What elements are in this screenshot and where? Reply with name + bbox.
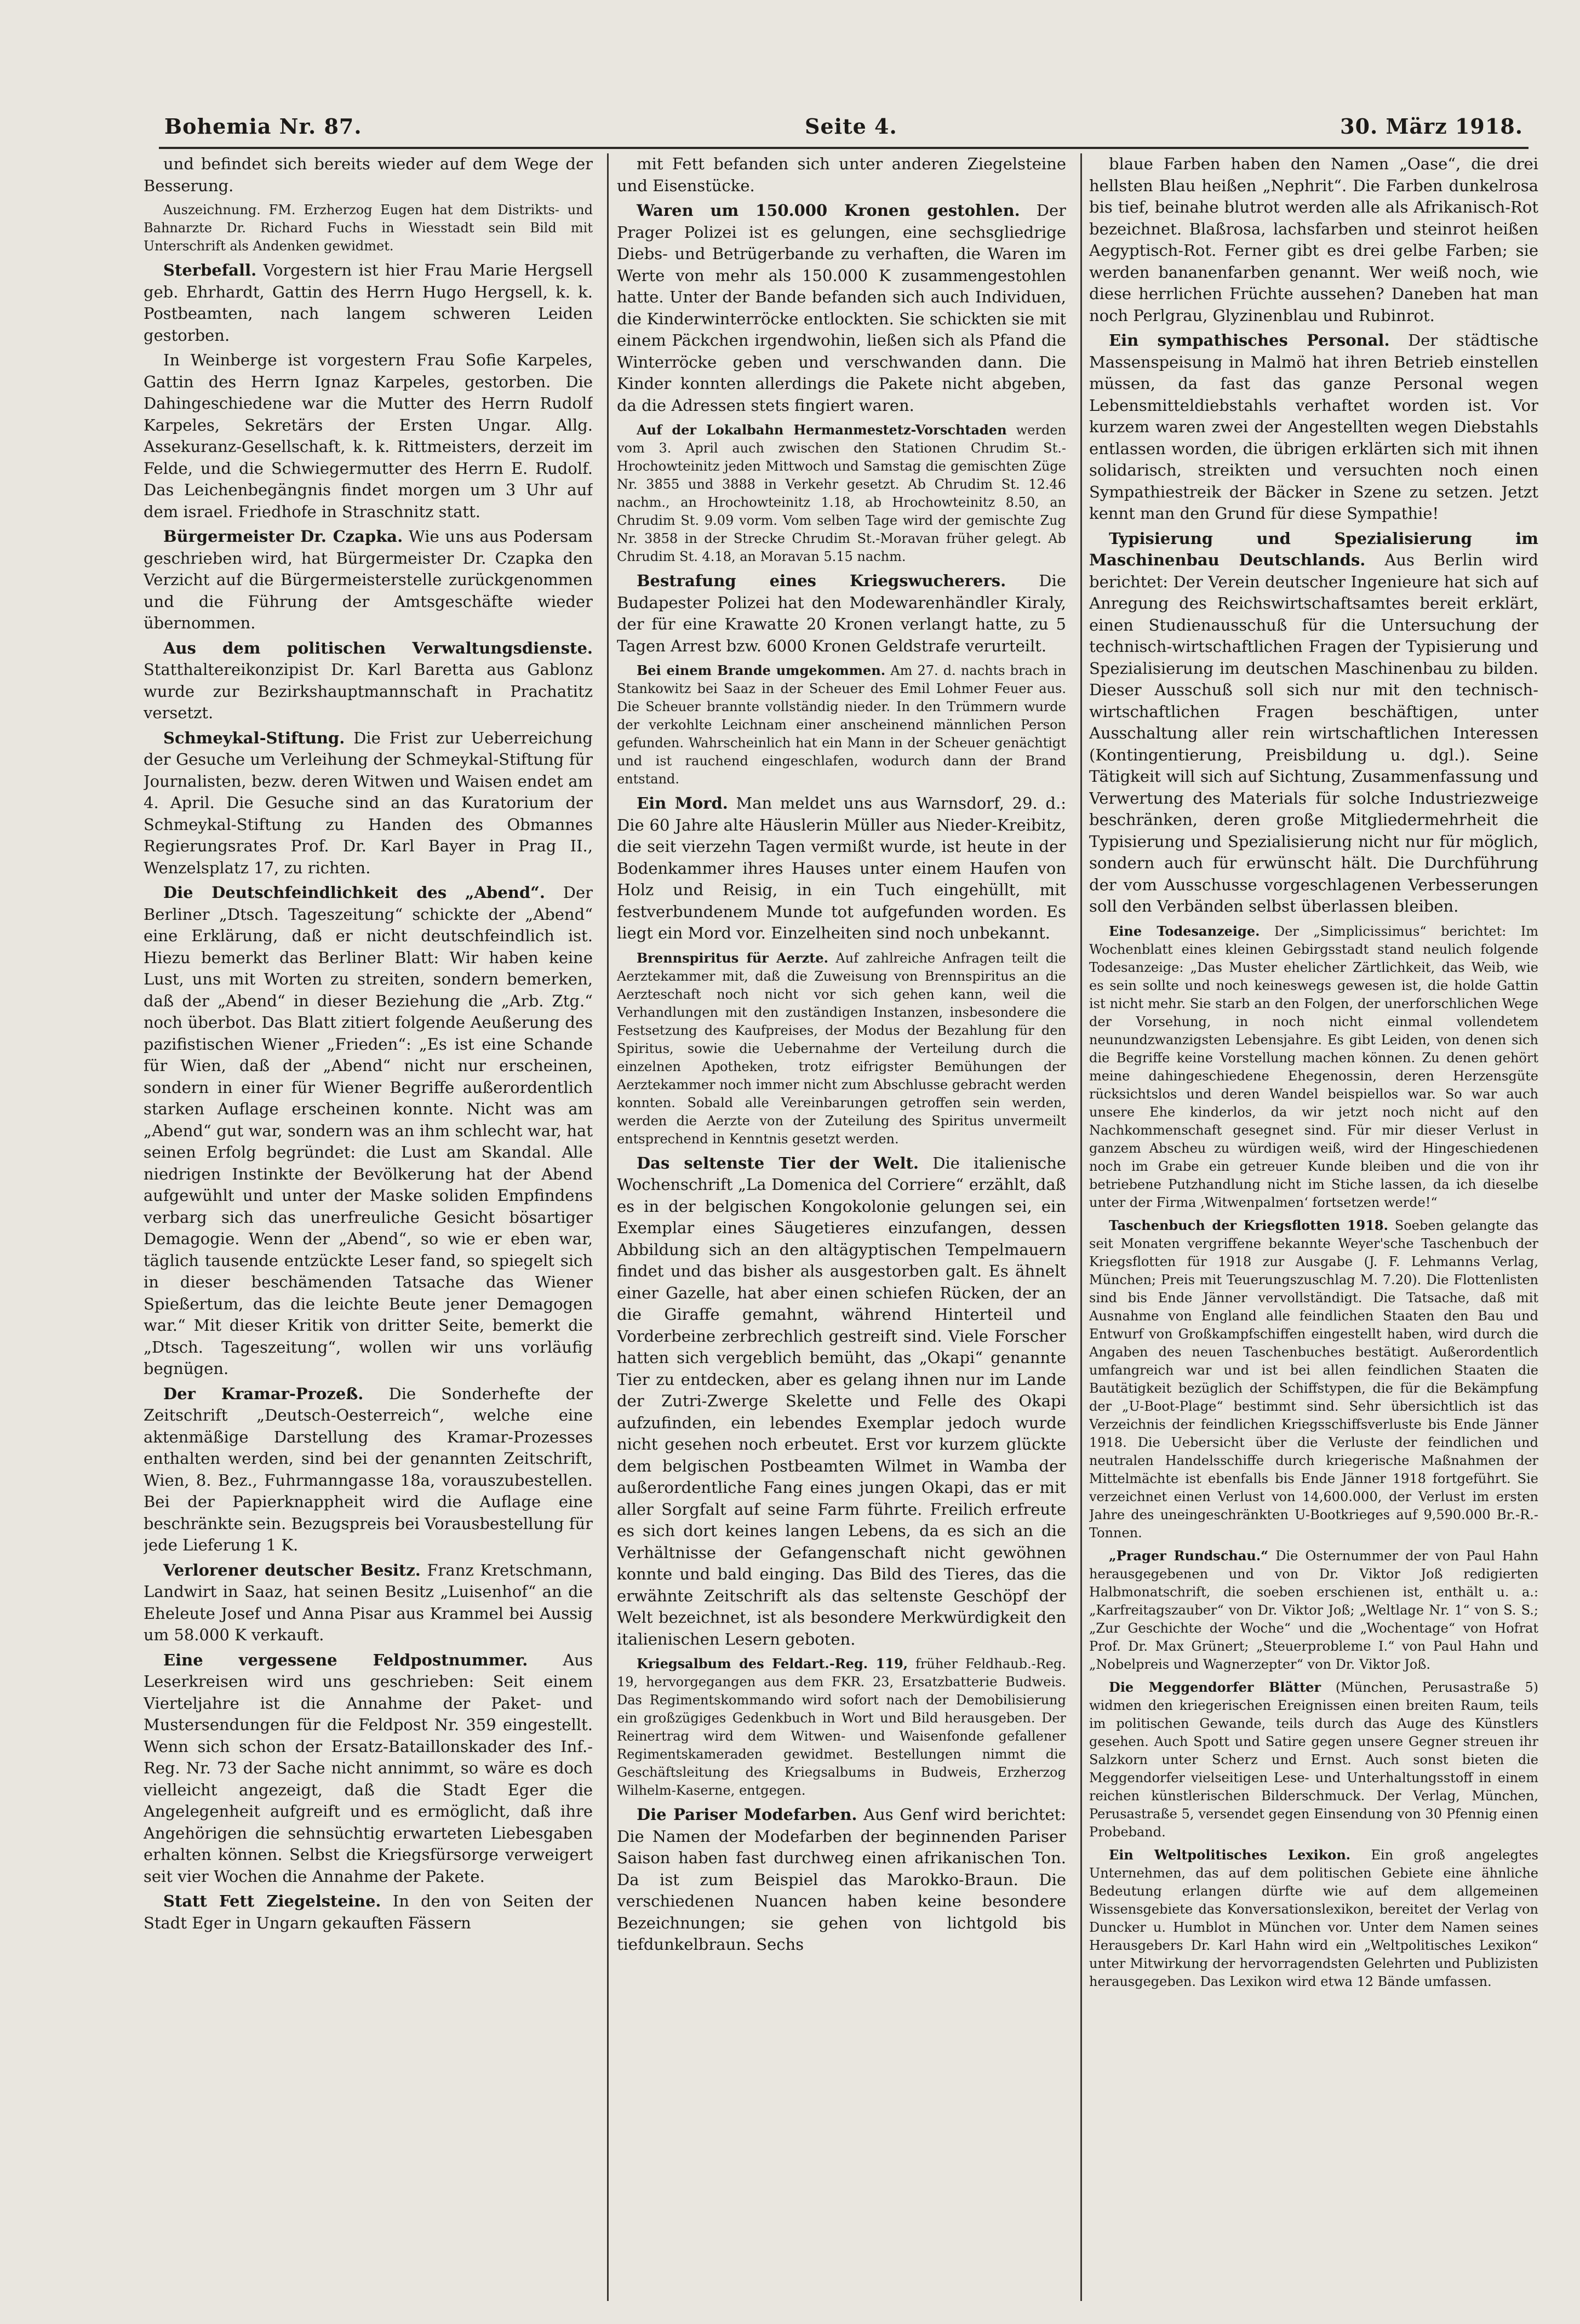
article-text: Franz Kretschmann, Landwirt in Saaz, hat seinen Besitz „Luisenhof“ an die Eheleute Josef und Anna Pisar aus Krammel bei Aussig um 58.000 K verkauft. [144,1560,593,1644]
article-text: blaue Farben haben den Namen „Oase“, die drei hellsten Blau heißen „Nephrit“. Die Farben dunkelrosa bis tief, beinahe blutrot werden alle als Afrikanisch-Rot bezeichnet. Blaßrosa, lachsfarben und steinrot heißen Aegyptisch-Rot. Ferner gibt es drei gelbe Farben; sie werden bananenfarben genannt. Wer weiß noch, wie diese herrlichen Früchte aussehen? Daneben hat man noch Perlgrau, Glyzinenblau und Rubinrot. [1089,154,1538,325]
article-text: Aus Genf wird berichtet: Die Namen der Modefarben der beginnenden Pariser Saison haben fast durchweg einen afrikanischen Ton. Da ist zum Beispiel das Marokko-Braun. Die verschiedenen Nuancen haben keine besondere Bezeichnungen; sie gehen von lichtgold bis tiefdunkelbraun. Sechs [617,1805,1066,1954]
article-text: Auf zahlreiche Anfragen teilt die Aerztekammer mit, daß die Zuweisung von Brennspiritus an die Aerzteschaft noch nicht vor sich gehen kann, weil die Verhandlungen mit den zuständigen Instanzen, insbesondere die Festsetzung des Kaufpreises, der Modus der Bezahlung für den Spiritus, sowie die Uebernahme der Verteilung durch die einzelnen Apotheken, trotz eifrigster Bemühungen der Aerztekammer noch immer nicht zum Abschlusse gebracht werden konnten. Sobald alle Vereinbarungen getroffen sein werden, werden die Aerzte von der Zuteilung des Spiritus unvermeilt entsprechend in Kenntnis gesetzt werden. [617,950,1066,1147]
article-paragraph [144,882,593,1380]
article-paragraph [617,570,1066,657]
article-paragraph [144,526,593,634]
article-paragraph [1089,1547,1538,1674]
article-paragraph [144,153,593,197]
article-text: Vorgestern ist hier Frau Marie Hergsell geb. Ehrhardt, Gattin des Herrn Hugo Hergsell, k. k. Postbeamten, nach langem schweren Leiden gestorben. [144,261,593,345]
article-heading: Ein Weltpolitisches Lexikon. [1109,1846,1351,1863]
article-paragraph [144,201,593,255]
article-text: Ein groß angelegtes Unternehmen, das auf dem politischen Gebiete eine ähnliche Bedeutung erlangen dürfte wie auf dem allgemeinen Wissensgebiete das Konversationslexikon, bereitet der Verlag von Duncker u. Humblot in München vor. Unter dem Namen seines Herausgebers Dr. Karl Hahn wird ein „Weltpolitisches Lexikon“ unter Mitwirkung der hervorragendsten Gelehrten und Publizisten herausgegeben. Das Lexikon wird etwa 12 Bände umfassen. [1089,1847,1538,1989]
article-text: Man meldet uns aus Warnsdorf, 29. d.: Die 60 Jahre alte Häuslerin Müller aus Nieder-Kreibitz, die seit vierzehn Tagen vermißt wurde, ist heute in der Bodenkammer ihres Hauses unter einem Haufen von Holz und Reisig, in ein Tuch eingehüllt, mit festverbundenem Munde tot aufgefunden worden. Es liegt ein Mord vor. Einzelheiten sind noch unbekannt. [617,794,1066,942]
article-heading: Ein Mord. [637,794,728,812]
article-text: In den von Seiten der Stadt Eger in Ungarn gekauften Fässern [144,1892,593,1932]
article-heading: Bestrafung eines Kriegswucherers. [637,571,1006,590]
article-heading: Die Pariser Modefarben. [637,1805,857,1824]
article-paragraph [144,1650,593,1888]
article-paragraph [1089,1846,1538,1991]
article-paragraph [617,1655,1066,1800]
article-paragraph [1089,922,1538,1212]
article-text: und befindet sich bereits wieder auf dem Wege der Besserung. [144,154,593,195]
article-text: Die italienische Wochenschrift „La Domenica del Corriere“ erzählt, daß es in der belgischen Kongokolonie gelungen sei, ein Exemplar eines Säugetieres einzufangen, dessen Abbildung sich an den altägyptischen Tempelmauern findet und das bisher als ausgestorben galt. Es ähnelt einer Gazelle, hat aber einen schiefen Rücken, der an die Giraffe gemahnt, während Hinterteil und Vorderbeine zerbrechlich gestreift sind. Viele Forscher hatten sich vergeblich bemüht, das „Okapi“ genannte Tier zu entdecken, aber es gelang ihnen nur im Lande der Zutri-Zwerge Skelette und Felle des Okapi aufzufinden, ein lebendes Exemplar jedoch wurde nicht gesehen noch erbeutet. Erst vor kurzem glückte dem belgischen Postbeamten Wilmet in Wamba der außerordentliche Fang eines jungen Okapi, das er mit aller Sorgfalt auf seine Farm führte. Freilich erfreute es sich dort keines langen Lebens, da es sich an die Verhältnisse der Gefangenschaft nicht gewöhnen konnte und bald einging. Das Bild des Tieres, das die erwähnte Zeitschrift als das seltenste Geschöpf der Welt bezeichnet, ist als besondere Merkwürdigkeit den italienischen Lesern geboten. [617,1153,1066,1648]
article-heading: Auf der Lokalbahn Hermanmestetz-Vorschtaden [637,422,1007,438]
article-paragraph [1089,153,1538,327]
article-paragraph [617,153,1066,197]
article-paragraph [617,421,1066,566]
article-text: In Weinberge ist vorgestern Frau Sofie Karpeles, Gattin des Herrn Ignaz Karpeles, gestorben. Die Dahingeschiedene war die Mutter des Herrn Rudolf Karpeles, Sekretärs der Ersten Ungar. Allg. Assekuranz-Gesellschaft, k. k. Rittmeisters, derzeit im Felde, und die Schwiegermutter des Herrn E. Rudolf. Das Leichenbegängnis findet morgen um 3 Uhr auf dem israel. Friedhofe in Straschnitz statt. [144,351,593,521]
column-1 [144,153,593,2306]
column-divider-2 [1080,153,1082,2301]
article-paragraph [617,949,1066,1148]
article-paragraph [144,728,593,879]
column-3 [1089,153,1538,2306]
article-text: Wie uns aus Podersam geschrieben wird, hat Bürgermeister Dr. Czapka den Verzicht auf die Bürgermeisterstelle zurückgenommen und die Führung der Amtsgeschäfte wieder übernommen. [144,527,593,632]
article-heading: Eine Todesanzeige. [1109,923,1260,939]
article-text: mit Fett befanden sich unter anderen Ziegelsteine und Eisenstücke. [617,154,1066,195]
article-heading: Waren um 150.000 Kronen gestohlen. [637,201,1020,220]
article-text: Aus Leserkreisen wird uns geschrieben: Seit einem Vierteljahre ist die Annahme der Paket- und Mustersendungen für die Feldpost Nr. 359 eingestellt. Wenn sich schon der Ersatz-Bataillonskader des Inf.-Reg. Nr. 73 der Sache nicht annimmt, so wäre es doch vielleicht angezeigt, daß die Stadt Eger die Angelegenheit aufgreift und es ermöglicht, daß ihre Angehörigen die sehnsüchtig erwarteten Liebesgaben erhalten können. Selbst die Kriegsfürsorge verweigert seit vier Wochen die Annahme der Pakete. [144,1650,593,1886]
header-date: 30. März 1918. [1340,113,1523,139]
article-paragraph [144,1891,593,1934]
article-heading: Die Meggendorfer Blätter [1109,1679,1321,1695]
article-paragraph [617,1153,1066,1651]
article-paragraph [144,638,593,724]
article-text: Der „Simplicissimus“ berichtet: Im Wochenblatt eines kleinen Gebirgsstadt stand neulich folgende Todesanzeige: „Das Muster ehelicher Zärtlichkeit, das Weib, wie es sein sollte und noch keineswegs gewesen ist, die holde Gattin ist nicht mehr. Sie starb an den Folgen, der unerforschlichen Wege der Vorsehung, in noch nicht einmal vollendetem neunundzwanzigsten Lebensjahre. Es gibt Leiden, von denen sich die Begriffe keine Vorstellung machen können. Zu denen gehört meine dahingeschiedene Ehegenossin, deren Herzensgüte rücksichtslos und deren Wandel beispiellos war. So war auch unsere Ehe kinderlos, da wir jetzt noch nicht auf den Nachkommenschaft gesegnet sind. Für mir dieser Verlust in ganzem Abscheu zu würdigen weiß, wird der Hingeschiedenen noch im Grabe ein getreuer Kunde bleiben und die von ihr betriebene Putzhandlung nicht im Stiche lassen, da ich dieselbe unter der Firma ‚Witwenpalmen‘ fortsetzen werde!“ [1089,923,1538,1210]
article-text: Der Prager Polizei ist es gelungen, eine sechsgliedrige Diebs- und Betrügerbande zu verhaften, die Waren im Werte von mehr als 150.000 K zusammengestohlen hatte. Unter der Bande befanden sich auch Individuen, die Kinderwinterröcke entlockten. Sie schickten sie mit einem Päckchen irgendwohin, ließen sich als Pfand die Winterröcke geben und verschwanden dann. Die Kinder konnten allerdings die Pakete nicht abgeben, da die Adressen stets fingiert waren. [617,201,1066,415]
article-paragraph [144,1560,593,1646]
article-text: Auszeichnung. FM. Erzherzog Eugen hat dem Distrikts- und Bahnarzte Dr. Richard Fuchs in Wiesstadt sein Bild mit Unterschrift als Andenken gewidmet. [144,202,593,254]
article-heading: Bei einem Brande umgekommen. [637,662,886,678]
article-heading: Eine vergessene Feldpostnummer. [163,1650,528,1669]
article-heading: Schmeykal-Stiftung. [163,728,345,747]
article-text: (München, Perusastraße 5) widmen den kriegerischen Ereignissen einen breiten Raum, teils im politischen Gewande, teils durch das Auge des Künstlers gesehen. Auch Spott und Satire gegen unsere Gegner streuen ihr Salzkorn unter Scherz und Ernst. Auch sonst bieten die Meggendorfer vielseitigen Lese- und Unterhaltungsstoff in einem reichen künstlerischen Bilderschmuck. Der Verlag, München, Perusastraße 5, versendet gegen Einsendung von 30 Pfennig einen Probeband. [1089,1679,1538,1840]
article-text: Der städtische Massenspeisung in Malmö hat ihren Betrieb einstellen müssen, da fast das ganze Personal wegen Lebensmitteldiebstahls verhaftet worden ist. Vor kurzem waren zwei der Angestellten wegen Diebstahls entlassen worden, die übrigen erklärten sich mit ihnen solidarisch, streikten und versuchten noch einen Sympathiestreik der Bäcker in Szene zu setzen. Jetzt kennt man den Grund für diese Sympathie! [1089,331,1538,523]
article-text: Statthaltereikonzipist Dr. Karl Baretta aus Gablonz wurde zur Bezirkshauptmannschaft in Prachatitz versetzt. [144,660,593,722]
article-paragraph [1089,528,1538,918]
article-heading: Kriegsalbum des Feldart.-Reg. 119, [637,1656,908,1672]
article-text: früher Feldhaub.-Reg. 19, hervorgegangen aus dem FKR. 23, Ersatzbatterie Budweis. Das Regimentskommando wird sofort nach der Demobilisierung ein großzügiges Gedenkbuch in Wort und Bild herausgeben. Der Reinertrag wird dem Witwen- und Waisenfonde gefallener Regimentskameraden gewidmet. Bestellungen nimmt die Geschäftsleitung des Kriegsalbums in Budweis, Erzherzog Wilhelm-Kaserne, entgegen. [617,1656,1066,1798]
article-paragraph [617,200,1066,416]
article-text: Soeben gelangte das seit Monaten vergriffene bekannte Weyer'sche Taschenbuch der Kriegsflotten für 1918 zur Ausgabe (J. F. Lehmanns Verlag, München; Preis mit Teuerungszuschlag M. 7.20). Die Flottenlisten sind bis Ende Jänner vervollständigt. Die Tatsache, daß mit Ausnahme von England alle feindlichen Staaten den Bau und Entwurf von Großkampfschiffen eingestellt haben, wird durch die Angaben des neuen Taschenbuches bestätigt. Außerordentlich umfangreich war und ist bei allen feindlichen Staaten die Bautätigkeit bezüglich der Schiffstypen, die für die Bekämpfung der „U-Boot-Plage“ bestimmt sind. Sehr übersichtlich ist das Verzeichnis der feindlichen Kriegsschiffsverluste bis Ende Jänner 1918. Die Uebersicht über die Verluste der feindlichen und neutralen Handelsschiffe durch kriegerische Maßnahmen der Mittelmächte ist ebenfalls bis Ende Jänner 1918 fortgeführt. Sie verzeichnet einen Verlust von 14,600.000, der Verlust im ersten Jahre des uneingeschränkten U-Bootkrieges auf 9,590.000 Br.-R.-Tonnen. [1089,1217,1538,1541]
article-heading: Bürgermeister Dr. Czapka. [163,527,403,546]
article-heading: Die Deutschfeindlichkeit des „Abend“. [163,883,545,902]
article-text: werden vom 3. April auch zwischen den Stationen Chrudim St.-Hrochowteinitz jeden Mittwoch und Samstag die gemischten Züge Nr. 3855 und 3888 in Verkehr gesetzt. Ab Chrudim St. 12.46 nachm., an Hrochowteinitz 1.18, ab Hrochowteinitz 8.50, an Chrudim St. 9.09 vorm. Vom selben Tage wird der gemischte Zug Nr. 3858 in der Strecke Chrudim St.-Moravan früher gelegt. Ab Chrudim St. 4.18, an Moravan 5.15 nachm. [617,422,1066,564]
article-heading: Verlorener deutscher Besitz. [163,1560,421,1579]
article-heading: Brennspiritus für Aerzte. [637,949,828,966]
article-heading: Ein sympathisches Personal. [1109,331,1390,350]
article-heading: Sterbefall. [163,261,257,279]
article-text: Aus Berlin wird berichtet: Der Verein deutscher Ingenieure hat sich auf Anregung des Reichswirtschaftsamtes bereit erklärt, einen Studienausschuß für die Untersuchung der technisch-wirtschaftlichen Fragen der Typisierung und Spezialisierung im deutschen Maschinenbau zu bilden. Dieser Ausschuß soll sich nur mit den technisch-wirtschaftlichen Fragen beschäftigen, unter Ausschaltung aller rein wirtschaftlichen Interessen (Kontingentierung, Preisbildung u. dgl.). Seine Tätigkeit will sich auf Sichtung, Zusammenfassung und Verwertung des Materials für solche Industriezweige beschränken, deren große Mitgliedermehrheit die Typisierung und Spezialisierung nicht nur für möglich, sondern auch für erwünscht hält. Die Durchführung der vom Ausschusse vorgeschlagenen Verbesserungen soll den Verbänden selbst überlassen bleiben. [1089,551,1538,915]
article-paragraph [1089,330,1538,525]
article-heading: Der Kramar-Prozeß. [163,1384,364,1403]
article-paragraph [617,793,1066,945]
article-heading: Das seltenste Tier der Welt. [637,1153,919,1172]
header-paper-issue: Bohemia Nr. 87. [164,113,362,139]
article-heading: Aus dem politischen Verwaltungsdienste. [163,638,593,657]
header-rule [159,147,1529,149]
article-text: Die Osternummer der von Paul Hahn herausgegebenen und von Dr. Viktor Joß redigierten Halbmonatschrift, die soeben erschienen ist, enthält u. a.: „Karfreitagszauber“ von Dr. Viktor Joß; „Weltlage Nr. 1“ von S. S.; „Zur Geschichte der Woche“ und die „Wochentage“ von Hofrat Prof. Dr. Max Grünert; „Steuerprobleme I.“ von Paul Hahn und „Nobelpreis und Wagnerzepter“ von Dr. Viktor Joß. [1089,1548,1538,1672]
column-divider-1 [607,153,609,2301]
article-heading: „Prager Rundschau.“ [1109,1547,1269,1564]
article-heading: Statt Fett Ziegelsteine. [163,1892,381,1910]
article-text: Die Budapester Polizei hat den Modewarenhändler Kiraly, der für eine Krawatte 20 Kronen verlangt hatte, zu 5 Tagen Arrest bzw. 6000 Kronen Geldstrafe verurteilt. [617,571,1066,655]
article-paragraph [144,1383,593,1556]
article-paragraph [617,661,1066,788]
article-text: Der Berliner „Dtsch. Tageszeitung“ schickte der „Abend“ eine Erklärung, daß er nicht deutschfeindlich ist. Hiezu bemerkt das Berliner Blatt: Wir haben keine Lust, uns mit Worten zu streiten, sondern bemerken, daß der „Abend“ in dieser Beziehung die „Arb. Ztg.“ noch überbot. Das Blatt zitiert folgende Aeußerung des pazifistischen Wiener „Frieden“: „Es ist eine Schande für Wien, daß der „Abend“ nicht nur erscheinen, sondern in einer für Wiener Begriffe außerordentlich starken Auflage erscheinen konnte. Nicht was am „Abend“ gut war, sondern was an ihm schlecht war, hat seinen Erfolg begründet: die Lust am Skandal. Alle niedrigen Instinkte der Bevölkerung hat der Abend aufgewühlt und unter der Maske soliden Empfindens verbarg sich das unerfreuliche Gesicht bösartiger Demagogie. Wenn der „Abend“, so wie er eben war, täglich tausende entzückte Leser fand, so spiegelt sich in dieser beschämenden Tatsache das Wiener Spießertum, das die leichte Beute jener Demagogen war.“ Mit dieser Kritik von dritter Seite, bemerkt die „Dtsch. Tageszeitung“, wollen wir uns vorläufig begnügen. [144,883,593,1378]
article-paragraph [1089,1216,1538,1542]
article-text: Am 27. d. nachts brach in Stankowitz bei Saaz in der Scheuer des Emil Lohmer Feuer aus. Die Scheuer brannte vollständig nieder. In den Trümmern wurde der verkohlte Leichnam einer anscheinend männlichen Person gefunden. Wahrscheinlich hat ein Mann in der Scheuer genächtigt und ist rauchend eingeschlafen, wodurch dann der Brand entstand. [617,663,1066,787]
article-text: Die Sonderhefte der Zeitschrift „Deutsch-Oesterreich“, welche eine aktenmäßige Darstellung des Kramar-Prozesses enthalten werden, sind bei der genannten Zeitschrift, Wien, 8. Bez., Fuhrmanngasse 18a, vorauszubestellen. Bei der Papierknappheit wird die Auflage eine beschränkte sein. Bezugspreis bei Vorausbestellung für jede Lieferung 1 K. [144,1384,593,1554]
article-paragraph [1089,1678,1538,1841]
article-heading: Typisierung und Spezialisierung im Maschinenbau Deutschlands. [1089,529,1538,569]
article-paragraph [617,1804,1066,1956]
article-paragraph [144,350,593,523]
article-paragraph [144,260,593,346]
article-text: Die Frist zur Ueberreichung der Gesuche um Verleihung der Schmeykal-Stiftung für Journalisten, bezw. deren Witwen und Waisen endet am 4. April. Die Gesuche sind an das Kuratorium der Schmeykal-Stiftung zu Handen des Obmannes Regierungsrates Prof. Dr. Karl Bayer in Prag II., Wenzelsplatz 17, zu richten. [144,728,593,877]
article-heading: Taschenbuch der Kriegsflotten 1918. [1109,1217,1388,1233]
header-page-number: Seite 4. [805,113,897,139]
column-2 [617,153,1066,2306]
page-header [164,110,1523,142]
